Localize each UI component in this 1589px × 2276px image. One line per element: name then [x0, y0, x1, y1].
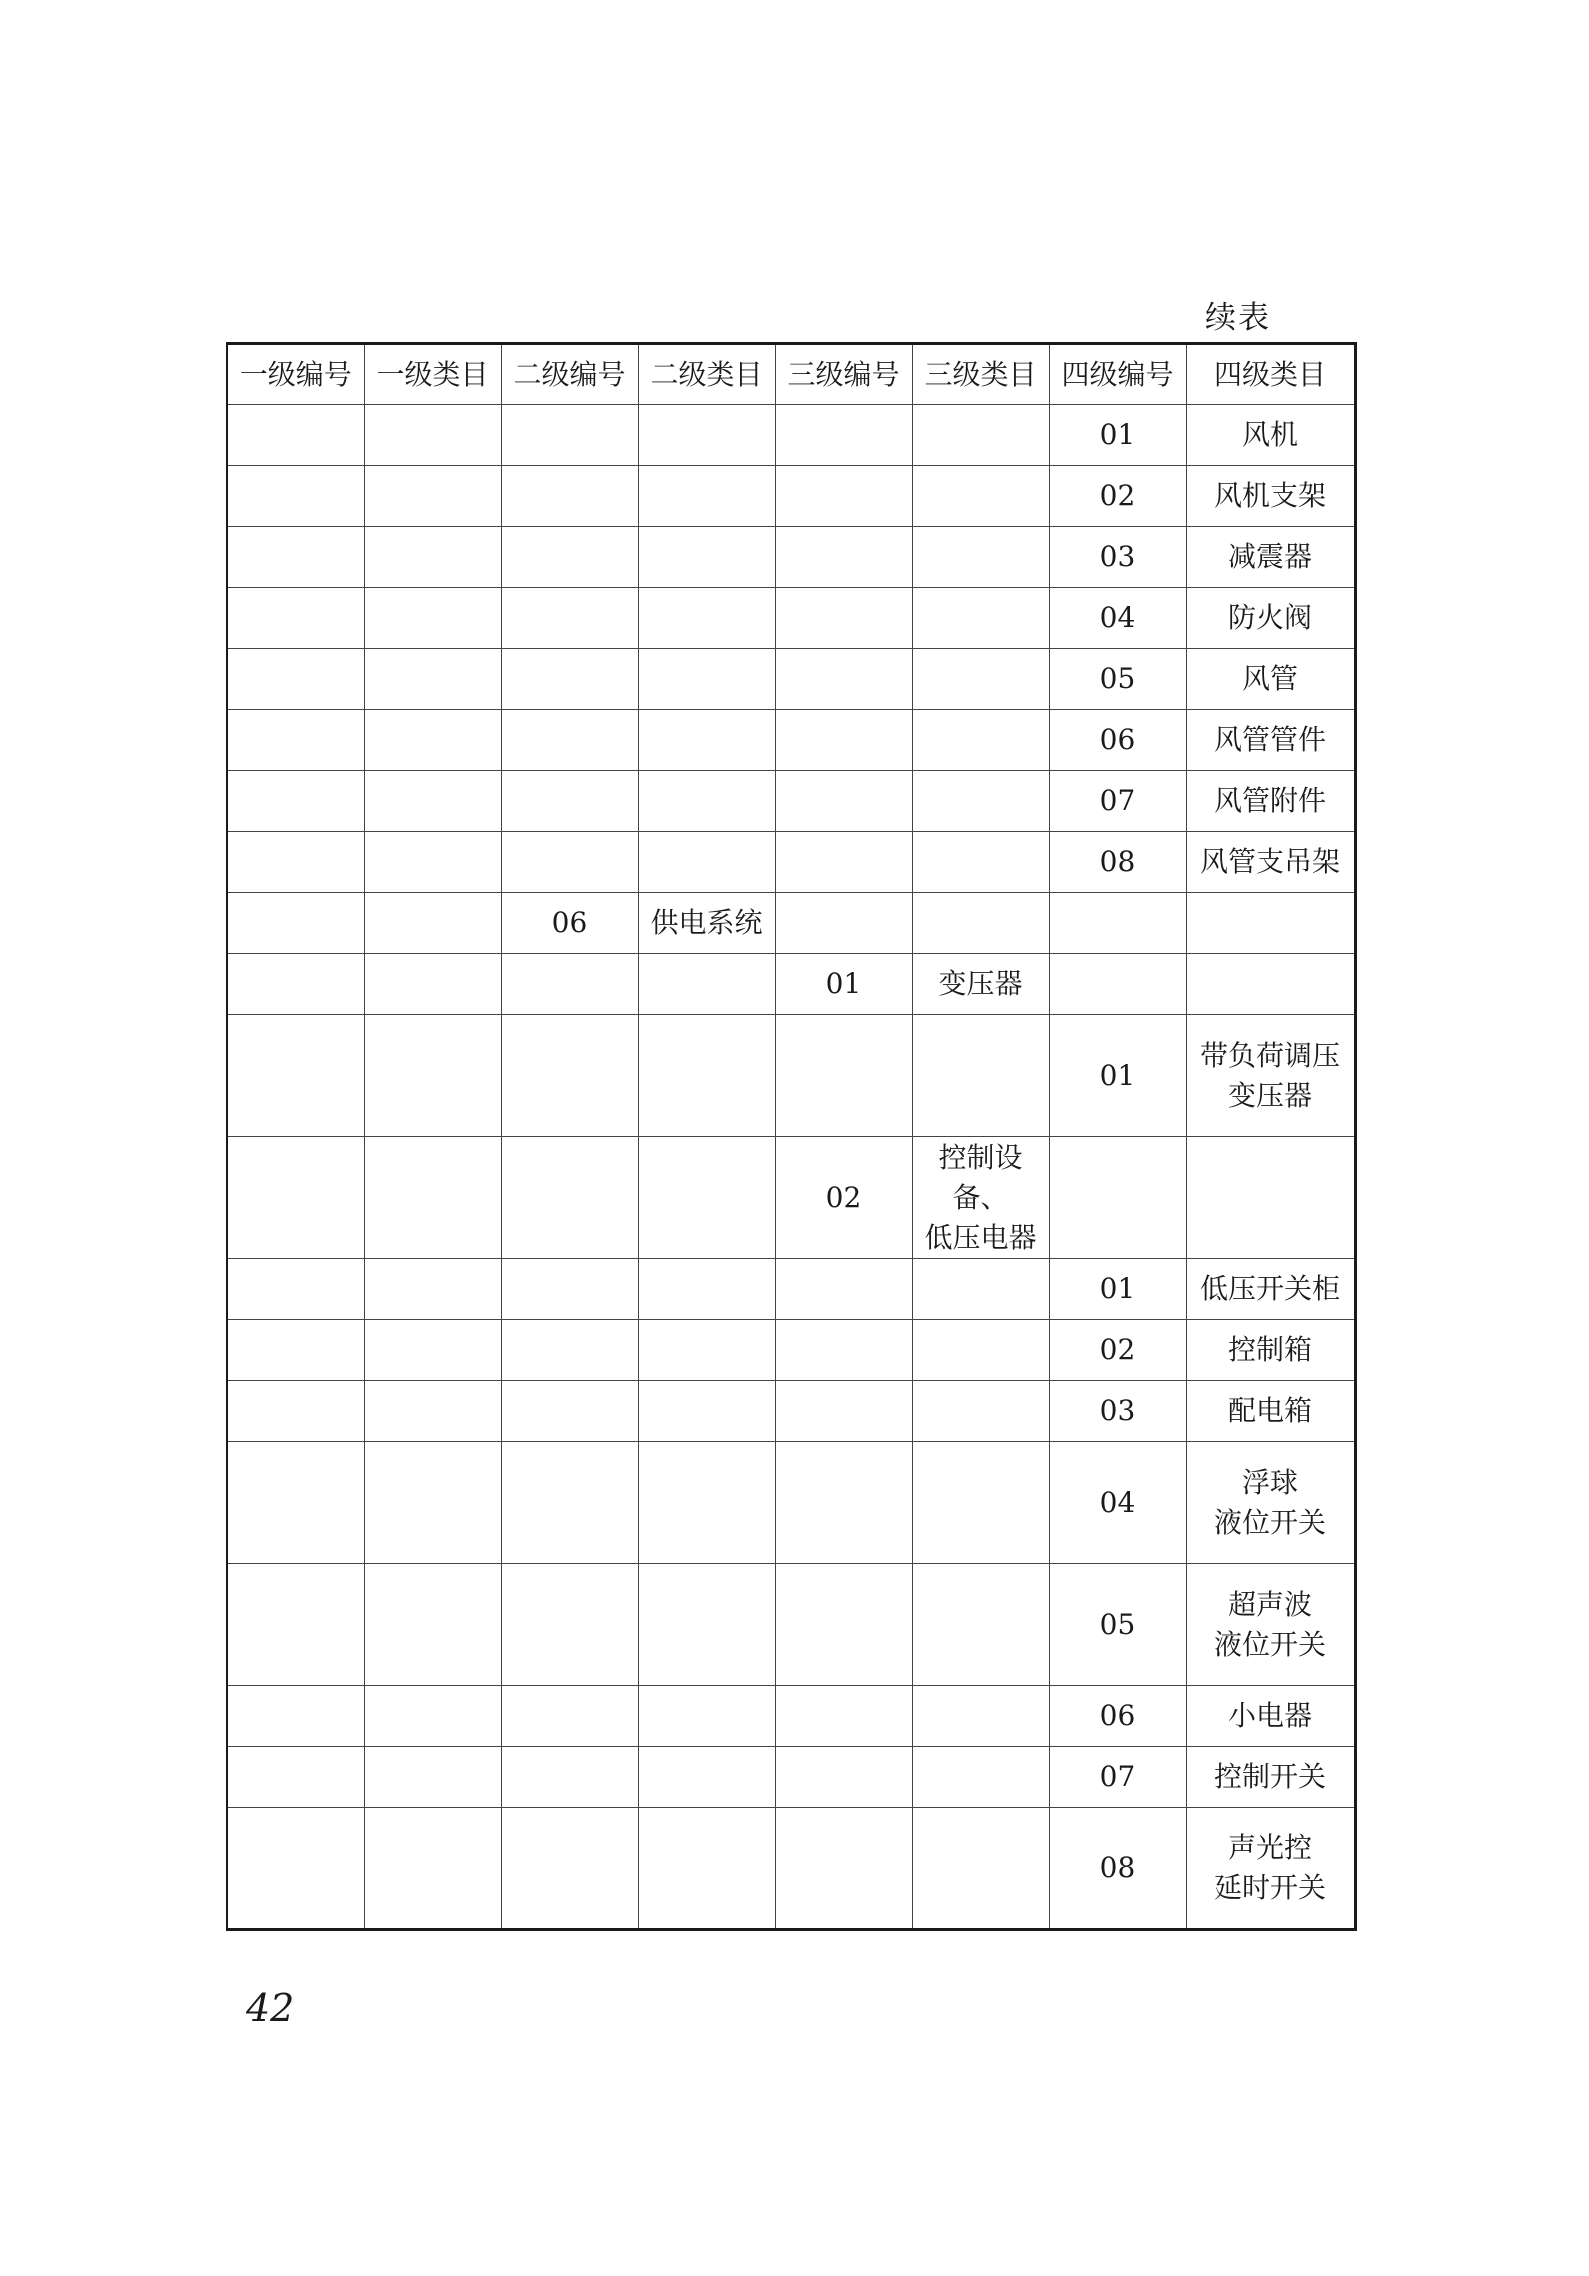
- cell-level4-code: 06: [1049, 710, 1186, 771]
- cell-level2-category: [638, 588, 775, 649]
- cell-level4-code: 01: [1049, 1259, 1186, 1320]
- table-row: [227, 954, 1355, 1015]
- cell-level3-code: 01: [775, 954, 912, 1015]
- header-level2-code: 二级编号: [501, 344, 638, 405]
- cell-level4-code: [1049, 954, 1186, 1015]
- cell-level1-category: [364, 832, 501, 893]
- table-row: [227, 710, 1355, 771]
- cell-level4-category: 风机支架: [1186, 466, 1355, 527]
- cell-level4-code: [1049, 1137, 1186, 1259]
- cell-level4-code: 05: [1049, 649, 1186, 710]
- cell-level4-category: 风管: [1186, 649, 1355, 710]
- cell-level1-category: [364, 1686, 501, 1747]
- cell-level3-category: 变压器: [912, 954, 1049, 1015]
- cell-level1-code: [227, 1564, 364, 1686]
- cell-level3-code: [775, 405, 912, 466]
- cell-level2-code: [501, 1442, 638, 1564]
- cell-level1-category: [364, 1259, 501, 1320]
- cell-level4-category: 控制箱: [1186, 1320, 1355, 1381]
- cell-level4-code: 04: [1049, 588, 1186, 649]
- cell-level1-code: [227, 1442, 364, 1564]
- cell-level1-category: [364, 1808, 501, 1930]
- cell-level3-category: [912, 1320, 1049, 1381]
- cell-level3-code: [775, 1686, 912, 1747]
- cell-level3-code: [775, 1564, 912, 1686]
- cell-level2-code: [501, 588, 638, 649]
- cell-level2-code: [501, 832, 638, 893]
- cell-level1-category: [364, 588, 501, 649]
- cell-level2-code: [501, 710, 638, 771]
- cell-level1-category: [364, 405, 501, 466]
- cell-level2-code: [501, 954, 638, 1015]
- table-row: [227, 588, 1355, 649]
- cell-level1-code: [227, 1686, 364, 1747]
- table-body: [227, 344, 1355, 1930]
- cell-level2-category: [638, 954, 775, 1015]
- cell-level4-code: 06: [1049, 1686, 1186, 1747]
- cell-level2-category: [638, 1137, 775, 1259]
- table-row: [227, 1015, 1355, 1137]
- cell-level3-category: [912, 893, 1049, 954]
- cell-level4-category: 低压开关柜: [1186, 1259, 1355, 1320]
- cell-level2-category: [638, 771, 775, 832]
- cell-level4-category: 浮球 液位开关: [1186, 1442, 1355, 1564]
- header-level4-code: 四级编号: [1049, 344, 1186, 405]
- cell-level3-code: [775, 649, 912, 710]
- cell-level4-code: 07: [1049, 771, 1186, 832]
- cell-level1-code: [227, 1015, 364, 1137]
- cell-level3-category: [912, 1808, 1049, 1930]
- cell-level4-code: [1049, 893, 1186, 954]
- cell-level4-code: 01: [1049, 1015, 1186, 1137]
- cell-level1-category: [364, 1015, 501, 1137]
- cell-level1-code: [227, 1320, 364, 1381]
- cell-level3-category: 控制设备、 低压电器: [912, 1137, 1049, 1259]
- cell-level4-category: 声光控 延时开关: [1186, 1808, 1355, 1930]
- cell-level4-code: 08: [1049, 832, 1186, 893]
- cell-level4-category: 风管附件: [1186, 771, 1355, 832]
- cell-level4-category: 防火阀: [1186, 588, 1355, 649]
- cell-level4-category: 超声波 液位开关: [1186, 1564, 1355, 1686]
- cell-level1-category: [364, 527, 501, 588]
- cell-level1-code: [227, 588, 364, 649]
- cell-level1-code: [227, 1808, 364, 1930]
- table-row: [227, 893, 1355, 954]
- cell-level2-code: [501, 1808, 638, 1930]
- cell-level2-category: [638, 466, 775, 527]
- table-row: [227, 1747, 1355, 1808]
- cell-level3-code: [775, 1747, 912, 1808]
- cell-level4-category: 风管支吊架: [1186, 832, 1355, 893]
- cell-level1-code: [227, 893, 364, 954]
- table-row: [227, 1381, 1355, 1442]
- cell-level1-category: [364, 1320, 501, 1381]
- cell-level3-code: 02: [775, 1137, 912, 1259]
- table-row: [227, 1320, 1355, 1381]
- table-row: [227, 1137, 1355, 1259]
- cell-level4-category: 风管管件: [1186, 710, 1355, 771]
- cell-level2-code: [501, 771, 638, 832]
- cell-level3-category: [912, 588, 1049, 649]
- cell-level1-code: [227, 405, 364, 466]
- cell-level2-category: [638, 710, 775, 771]
- cell-level3-code: [775, 527, 912, 588]
- header-level3-category: 三级类目: [912, 344, 1049, 405]
- cell-level2-category: [638, 1381, 775, 1442]
- cell-level1-code: [227, 527, 364, 588]
- cell-level1-code: [227, 832, 364, 893]
- cell-level3-category: [912, 649, 1049, 710]
- cell-level2-code: [501, 1564, 638, 1686]
- cell-level2-category: [638, 405, 775, 466]
- cell-level4-category: 减震器: [1186, 527, 1355, 588]
- cell-level1-category: [364, 1137, 501, 1259]
- cell-level2-code: [501, 1320, 638, 1381]
- cell-level3-code: [775, 893, 912, 954]
- cell-level4-code: 03: [1049, 527, 1186, 588]
- cell-level3-category: [912, 710, 1049, 771]
- table-row: [227, 832, 1355, 893]
- cell-level1-category: [364, 1381, 501, 1442]
- cell-level1-code: [227, 771, 364, 832]
- cell-level4-code: 07: [1049, 1747, 1186, 1808]
- header-level2-category: 二级类目: [638, 344, 775, 405]
- cell-level4-code: 04: [1049, 1442, 1186, 1564]
- cell-level3-code: [775, 771, 912, 832]
- cell-level2-code: [501, 1259, 638, 1320]
- cell-level3-code: [775, 588, 912, 649]
- cell-level1-code: [227, 954, 364, 1015]
- table-row: [227, 405, 1355, 466]
- cell-level4-code: 03: [1049, 1381, 1186, 1442]
- cell-level3-category: [912, 1747, 1049, 1808]
- cell-level2-code: [501, 1137, 638, 1259]
- cell-level4-code: 01: [1049, 405, 1186, 466]
- cell-level1-code: [227, 1747, 364, 1808]
- table-row: [227, 771, 1355, 832]
- classification-table: [226, 342, 1357, 1931]
- cell-level2-code: [501, 405, 638, 466]
- cell-level3-code: [775, 710, 912, 771]
- continued-label: 续表: [1205, 300, 1271, 336]
- table-row: [227, 1442, 1355, 1564]
- cell-level3-category: [912, 771, 1049, 832]
- table-row: [227, 1686, 1355, 1747]
- cell-level3-category: [912, 1686, 1049, 1747]
- cell-level2-category: [638, 527, 775, 588]
- cell-level2-category: [638, 649, 775, 710]
- cell-level4-code: 02: [1049, 1320, 1186, 1381]
- cell-level2-category: [638, 1686, 775, 1747]
- cell-level1-category: [364, 1747, 501, 1808]
- cell-level1-code: [227, 1137, 364, 1259]
- cell-level4-category: 带负荷调压 变压器: [1186, 1015, 1355, 1137]
- cell-level3-code: [775, 1442, 912, 1564]
- cell-level2-category: [638, 832, 775, 893]
- cell-level4-category: [1186, 893, 1355, 954]
- cell-level3-category: [912, 1381, 1049, 1442]
- cell-level4-category: 小电器: [1186, 1686, 1355, 1747]
- cell-level4-code: 08: [1049, 1808, 1186, 1930]
- cell-level2-category: 供电系统: [638, 893, 775, 954]
- cell-level3-code: [775, 1808, 912, 1930]
- cell-level3-code: [775, 466, 912, 527]
- cell-level1-category: [364, 1564, 501, 1686]
- cell-level3-category: [912, 527, 1049, 588]
- cell-level3-category: [912, 1442, 1049, 1564]
- cell-level1-code: [227, 1381, 364, 1442]
- cell-level4-category: 控制开关: [1186, 1747, 1355, 1808]
- cell-level2-code: [501, 649, 638, 710]
- cell-level2-code: [501, 1015, 638, 1137]
- cell-level3-code: [775, 1259, 912, 1320]
- table-header-row: [227, 344, 1355, 405]
- cell-level1-code: [227, 710, 364, 771]
- cell-level3-category: [912, 1564, 1049, 1686]
- cell-level3-category: [912, 466, 1049, 527]
- cell-level4-category: [1186, 954, 1355, 1015]
- table-row: [227, 466, 1355, 527]
- cell-level4-category: 风机: [1186, 405, 1355, 466]
- cell-level2-category: [638, 1320, 775, 1381]
- table-row: [227, 527, 1355, 588]
- cell-level3-code: [775, 1381, 912, 1442]
- cell-level3-code: [775, 832, 912, 893]
- cell-level1-category: [364, 954, 501, 1015]
- cell-level4-code: 02: [1049, 466, 1186, 527]
- cell-level4-category: 配电箱: [1186, 1381, 1355, 1442]
- cell-level2-code: 06: [501, 893, 638, 954]
- cell-level2-category: [638, 1442, 775, 1564]
- cell-level1-category: [364, 1442, 501, 1564]
- cell-level2-code: [501, 1686, 638, 1747]
- cell-level4-code: 05: [1049, 1564, 1186, 1686]
- cell-level3-category: [912, 405, 1049, 466]
- cell-level3-category: [912, 1259, 1049, 1320]
- cell-level2-category: [638, 1808, 775, 1930]
- cell-level3-code: [775, 1015, 912, 1137]
- page-number: 42: [246, 1986, 295, 2030]
- cell-level2-code: [501, 466, 638, 527]
- cell-level1-category: [364, 466, 501, 527]
- cell-level3-category: [912, 832, 1049, 893]
- header-level3-code: 三级编号: [775, 344, 912, 405]
- cell-level1-category: [364, 649, 501, 710]
- header-level1-code: 一级编号: [227, 344, 364, 405]
- header-level1-category: 一级类目: [364, 344, 501, 405]
- table-row: [227, 1564, 1355, 1686]
- cell-level2-code: [501, 1381, 638, 1442]
- cell-level1-code: [227, 649, 364, 710]
- cell-level2-category: [638, 1259, 775, 1320]
- cell-level2-code: [501, 1747, 638, 1808]
- cell-level2-category: [638, 1015, 775, 1137]
- cell-level2-category: [638, 1747, 775, 1808]
- cell-level4-category: [1186, 1137, 1355, 1259]
- header-level4-category: 四级类目: [1186, 344, 1355, 405]
- table-row: [227, 649, 1355, 710]
- cell-level1-code: [227, 1259, 364, 1320]
- cell-level1-category: [364, 893, 501, 954]
- table-row: [227, 1808, 1355, 1930]
- cell-level3-category: [912, 1015, 1049, 1137]
- cell-level1-category: [364, 771, 501, 832]
- table-row: [227, 1259, 1355, 1320]
- cell-level1-code: [227, 466, 364, 527]
- cell-level1-category: [364, 710, 501, 771]
- cell-level3-code: [775, 1320, 912, 1381]
- cell-level2-code: [501, 527, 638, 588]
- cell-level2-category: [638, 1564, 775, 1686]
